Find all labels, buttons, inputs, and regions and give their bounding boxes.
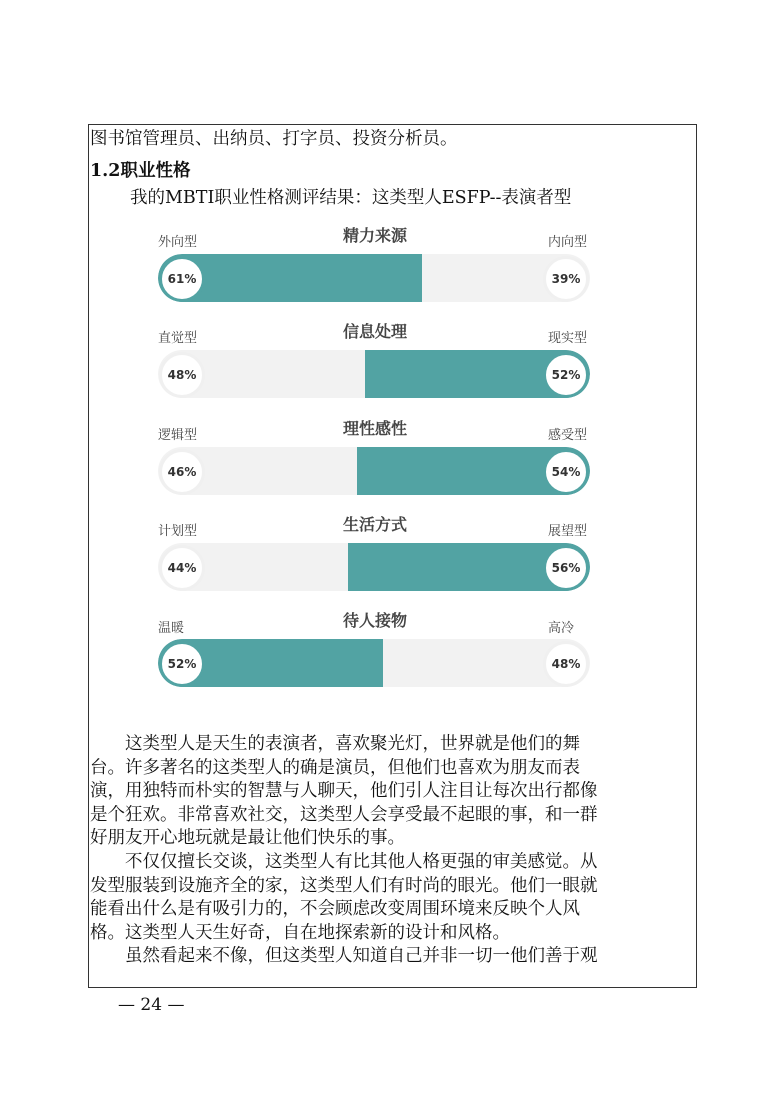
dimension-left-label: 温暖 bbox=[158, 621, 185, 636]
dimension-left-label: 计划型 bbox=[158, 524, 198, 539]
paragraph-line: 演，用独特而朴实的智慧与人聊天，他们引人注目让每次出行都像 bbox=[90, 781, 598, 801]
right-percent-badge: 56% bbox=[543, 545, 589, 591]
paragraph-2 bbox=[90, 851, 690, 945]
paragraph-line: 是个狂欢。非常喜欢社交，这类型人会享受最不起眼的事，和一群 bbox=[90, 804, 598, 825]
left-percent-badge: 44% bbox=[159, 545, 205, 591]
dimension-title: 精力来源 bbox=[342, 226, 407, 245]
dimension-bar bbox=[158, 543, 590, 591]
left-percent-badge: 52% bbox=[159, 641, 205, 687]
right-percent-badge: 54% bbox=[543, 449, 589, 495]
paragraph-3 bbox=[90, 945, 690, 969]
left-percent-badge: 48% bbox=[159, 352, 205, 398]
paragraph-line: 不仅仅擅长交谈，这类型人有比其他人格更强的审美感觉。从 bbox=[90, 852, 598, 872]
right-percent-badge: 48% bbox=[543, 641, 589, 687]
dimension-bar bbox=[158, 350, 590, 398]
dimension-title: 待人接物 bbox=[342, 611, 407, 630]
dimension-left-label: 外向型 bbox=[158, 235, 198, 250]
page-number: — 24 — bbox=[118, 995, 185, 1015]
paragraph-line: 发型服装到设施齐全的家，这类型人们有时尚的眼光。他们一眼就 bbox=[90, 875, 598, 896]
dimension-right-label: 展望型 bbox=[548, 524, 588, 539]
paragraph-line: 能看出什么是有吸引力的，不会顾虑改变周围环境来反映个人风 bbox=[90, 899, 580, 919]
right-percent-badge: 52% bbox=[543, 352, 589, 398]
paragraph-line: 虽然看起来不像，但这类型人知道自己并非一切一他们善于观 bbox=[90, 946, 598, 966]
career-list-line: 图书馆管理员、出纳员、打字员、投资分析员。 bbox=[90, 129, 458, 149]
paragraph-line: 好朋友开心地玩就是最让他们快乐的事。 bbox=[90, 828, 405, 848]
dimension-left-label: 直觉型 bbox=[158, 331, 198, 346]
dimension-left-label: 逻辑型 bbox=[158, 428, 198, 443]
dimension-bar bbox=[158, 639, 590, 687]
dimension-right-label: 内向型 bbox=[548, 235, 588, 250]
paragraph-line: 这类型人是天生的表演者，喜欢聚光灯，世界就是他们的舞 bbox=[90, 734, 580, 754]
paragraph-line: 格。这类型人天生好奇，自在地探索新的设计和风格。 bbox=[90, 922, 510, 943]
dimension-title: 生活方式 bbox=[342, 515, 407, 534]
dimension-bar bbox=[158, 447, 590, 495]
dimension-title: 理性感性 bbox=[342, 419, 407, 438]
section-heading: 1.2职业性格 bbox=[90, 161, 191, 181]
mbti-result-line: 我的MBTI职业性格测评结果：这类型人ESFP--表演者型 bbox=[130, 188, 572, 208]
dimension-right-label: 感受型 bbox=[548, 428, 588, 443]
dimension-title: 信息处理 bbox=[342, 322, 407, 341]
dimension-right-label: 高冷 bbox=[548, 621, 575, 636]
dimension-right-label: 现实型 bbox=[548, 331, 588, 346]
right-percent-badge: 39% bbox=[543, 256, 589, 302]
paragraph-1 bbox=[90, 733, 690, 851]
dimension-bar bbox=[158, 254, 590, 302]
left-percent-badge: 46% bbox=[159, 449, 205, 495]
paragraph-line: 台。许多著名的这类型人的确是演员，但他们也喜欢为朋友而表 bbox=[90, 757, 580, 778]
left-percent-badge: 61% bbox=[159, 256, 205, 302]
